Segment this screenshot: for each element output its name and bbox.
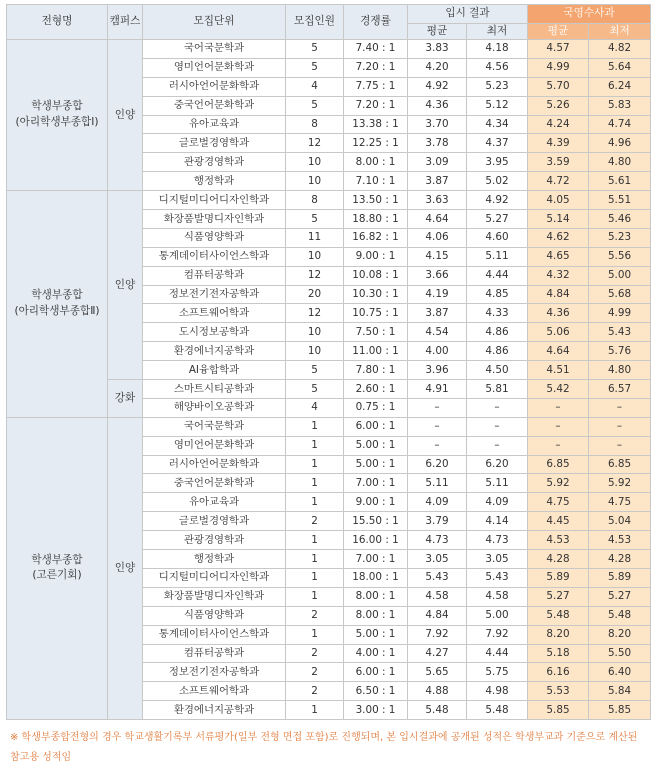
result-avg-cell: 3.78: [408, 134, 467, 153]
table-row: [7, 191, 651, 210]
quota-cell: 12: [286, 266, 344, 285]
major-cell: 영미언어문화학과: [143, 58, 286, 77]
ratio-cell: 10.30 : 1: [344, 285, 408, 304]
quota-cell: 10: [286, 342, 344, 361]
quota-cell: 10: [286, 247, 344, 266]
result-min-cell: 4.34: [467, 115, 528, 134]
major-cell: 유아교육과: [143, 493, 286, 512]
ek-avg-cell: –: [528, 417, 589, 436]
major-cell: 화장품발명디자인학과: [143, 587, 286, 606]
ek-min-cell: 8.20: [589, 625, 651, 644]
major-cell: 화장품발명디자인학과: [143, 210, 286, 229]
ratio-cell: 16.82 : 1: [344, 228, 408, 247]
quota-cell: 1: [286, 493, 344, 512]
ek-min-cell: 4.82: [589, 40, 651, 59]
major-cell: 관광경영학과: [143, 531, 286, 550]
major-cell: 디지털미디어디자인학과: [143, 191, 286, 210]
ek-avg-cell: 5.26: [528, 96, 589, 115]
result-avg-cell: 3.83: [408, 40, 467, 59]
result-avg-cell: 4.09: [408, 493, 467, 512]
quota-cell: 20: [286, 285, 344, 304]
result-avg-cell: 5.65: [408, 663, 467, 682]
major-cell: 유아교육과: [143, 115, 286, 134]
quota-cell: 5: [286, 361, 344, 380]
quota-cell: 2: [286, 682, 344, 701]
ratio-cell: 18.80 : 1: [344, 210, 408, 229]
ek-avg-cell: 3.59: [528, 153, 589, 172]
major-cell: AI융합학과: [143, 361, 286, 380]
major-cell: 정보전기전자공학과: [143, 663, 286, 682]
ek-avg-cell: 4.28: [528, 550, 589, 569]
col-result-min: 최저: [467, 24, 528, 40]
ek-min-cell: 5.43: [589, 323, 651, 342]
ek-min-cell: 5.23: [589, 228, 651, 247]
ek-min-cell: 5.84: [589, 682, 651, 701]
ek-avg-cell: 5.06: [528, 323, 589, 342]
result-min-cell: 5.23: [467, 77, 528, 96]
ek-avg-cell: 4.84: [528, 285, 589, 304]
quota-cell: 4: [286, 77, 344, 96]
result-avg-cell: 4.00: [408, 342, 467, 361]
quota-cell: 5: [286, 96, 344, 115]
major-cell: 행정학과: [143, 550, 286, 569]
ek-min-cell: 4.99: [589, 304, 651, 323]
ek-min-cell: 4.96: [589, 134, 651, 153]
footnote: ※ 학생부종합전형의 경우 학교생활기록부 서류평가(일부 전형 면접 포함)로 진행되며, 본 입시결과에 공개된 성적은 학생부교과 기준으로 계산된 참고용 성적임: [10, 732, 638, 763]
ek-avg-cell: 5.53: [528, 682, 589, 701]
table-row: [7, 417, 651, 436]
col-major: 모집단위: [143, 5, 286, 40]
ek-min-cell: 5.85: [589, 701, 651, 720]
result-min-cell: 7.92: [467, 625, 528, 644]
ratio-cell: 7.00 : 1: [344, 550, 408, 569]
quota-cell: 12: [286, 304, 344, 323]
quota-cell: 1: [286, 568, 344, 587]
result-avg-cell: 3.87: [408, 304, 467, 323]
major-cell: 중국언어문화학과: [143, 474, 286, 493]
quota-cell: 1: [286, 436, 344, 455]
ek-min-cell: 5.76: [589, 342, 651, 361]
table-body: [7, 40, 651, 720]
ek-avg-cell: 4.36: [528, 304, 589, 323]
quota-cell: 4: [286, 398, 344, 417]
result-avg-cell: 4.54: [408, 323, 467, 342]
result-avg-cell: 4.19: [408, 285, 467, 304]
ek-min-cell: 5.83: [589, 96, 651, 115]
ek-avg-cell: –: [528, 398, 589, 417]
result-min-cell: 4.98: [467, 682, 528, 701]
major-cell: 디지털미디어디자인학과: [143, 568, 286, 587]
ratio-cell: 13.38 : 1: [344, 115, 408, 134]
result-avg-cell: 4.91: [408, 380, 467, 399]
result-avg-cell: 7.92: [408, 625, 467, 644]
ratio-cell: 16.00 : 1: [344, 531, 408, 550]
ek-avg-cell: –: [528, 436, 589, 455]
major-cell: 관광경영학과: [143, 153, 286, 172]
ratio-cell: 5.00 : 1: [344, 436, 408, 455]
quota-cell: 1: [286, 625, 344, 644]
ek-avg-cell: 5.42: [528, 380, 589, 399]
result-avg-cell: 3.63: [408, 191, 467, 210]
quota-cell: 1: [286, 701, 344, 720]
result-avg-cell: 4.88: [408, 682, 467, 701]
major-cell: 글로벌경영학과: [143, 512, 286, 531]
ratio-cell: 10.08 : 1: [344, 266, 408, 285]
quota-cell: 1: [286, 417, 344, 436]
ratio-cell: 18.00 : 1: [344, 568, 408, 587]
result-avg-cell: 4.20: [408, 58, 467, 77]
result-min-cell: 5.00: [467, 606, 528, 625]
ek-avg-cell: 4.65: [528, 247, 589, 266]
major-cell: 해양바이오공학과: [143, 398, 286, 417]
ek-min-cell: –: [589, 436, 651, 455]
result-min-cell: 5.81: [467, 380, 528, 399]
major-cell: 통계데이터사이언스학과: [143, 625, 286, 644]
result-min-cell: 5.27: [467, 210, 528, 229]
admission-type-cell: 학생부종합 (고른기회): [7, 417, 108, 719]
result-min-cell: 4.56: [467, 58, 528, 77]
ek-min-cell: –: [589, 417, 651, 436]
ek-avg-cell: 4.32: [528, 266, 589, 285]
ratio-cell: 12.25 : 1: [344, 134, 408, 153]
major-cell: 영미언어문화학과: [143, 436, 286, 455]
result-avg-cell: 4.64: [408, 210, 467, 229]
ek-avg-cell: 4.51: [528, 361, 589, 380]
result-min-cell: 4.60: [467, 228, 528, 247]
ratio-cell: 6.00 : 1: [344, 417, 408, 436]
ek-min-cell: 4.80: [589, 153, 651, 172]
ek-avg-cell: 4.53: [528, 531, 589, 550]
ek-min-cell: 6.24: [589, 77, 651, 96]
result-min-cell: 5.43: [467, 568, 528, 587]
ratio-cell: 10.75 : 1: [344, 304, 408, 323]
table-header: [7, 5, 651, 40]
result-min-cell: 4.86: [467, 342, 528, 361]
major-cell: 식품영양학과: [143, 606, 286, 625]
ek-avg-cell: 4.57: [528, 40, 589, 59]
result-avg-cell: 3.05: [408, 550, 467, 569]
ek-avg-cell: 4.05: [528, 191, 589, 210]
ratio-cell: 8.00 : 1: [344, 153, 408, 172]
result-avg-cell: 4.73: [408, 531, 467, 550]
ek-min-cell: 5.48: [589, 606, 651, 625]
result-min-cell: –: [467, 436, 528, 455]
quota-cell: 5: [286, 40, 344, 59]
result-avg-cell: 3.70: [408, 115, 467, 134]
col-result-group: 입시 결과: [408, 5, 528, 24]
result-min-cell: 5.11: [467, 247, 528, 266]
quota-cell: 12: [286, 134, 344, 153]
ek-min-cell: 5.89: [589, 568, 651, 587]
result-avg-cell: 4.84: [408, 606, 467, 625]
ratio-cell: 7.80 : 1: [344, 361, 408, 380]
quota-cell: 1: [286, 587, 344, 606]
result-min-cell: –: [467, 417, 528, 436]
ek-min-cell: 5.68: [589, 285, 651, 304]
quota-cell: 5: [286, 58, 344, 77]
col-ek-group: 국영수사과: [528, 5, 651, 24]
result-avg-cell: 4.27: [408, 644, 467, 663]
result-min-cell: 5.02: [467, 172, 528, 191]
ratio-cell: 8.00 : 1: [344, 587, 408, 606]
table-row: [7, 40, 651, 59]
result-min-cell: 4.33: [467, 304, 528, 323]
ratio-cell: 15.50 : 1: [344, 512, 408, 531]
ratio-cell: 8.00 : 1: [344, 606, 408, 625]
ek-min-cell: 5.92: [589, 474, 651, 493]
col-result-avg: 평균: [408, 24, 467, 40]
ratio-cell: 7.40 : 1: [344, 40, 408, 59]
ek-avg-cell: 5.27: [528, 587, 589, 606]
major-cell: 식품영양학과: [143, 228, 286, 247]
ek-min-cell: 4.74: [589, 115, 651, 134]
ratio-cell: 7.50 : 1: [344, 323, 408, 342]
ratio-cell: 0.75 : 1: [344, 398, 408, 417]
ek-avg-cell: 4.72: [528, 172, 589, 191]
major-cell: 환경에너지공학과: [143, 342, 286, 361]
result-min-cell: 3.05: [467, 550, 528, 569]
ek-min-cell: 5.61: [589, 172, 651, 191]
ek-avg-cell: 4.64: [528, 342, 589, 361]
ek-min-cell: 5.64: [589, 58, 651, 77]
ek-avg-cell: 8.20: [528, 625, 589, 644]
ek-avg-cell: 5.92: [528, 474, 589, 493]
quota-cell: 8: [286, 191, 344, 210]
ratio-cell: 5.00 : 1: [344, 455, 408, 474]
ek-avg-cell: 4.24: [528, 115, 589, 134]
result-min-cell: 4.09: [467, 493, 528, 512]
campus-cell: 인양: [108, 417, 143, 719]
ek-min-cell: 5.46: [589, 210, 651, 229]
ratio-cell: 7.00 : 1: [344, 474, 408, 493]
result-min-cell: 4.44: [467, 266, 528, 285]
result-min-cell: 4.58: [467, 587, 528, 606]
ek-min-cell: 6.57: [589, 380, 651, 399]
ek-avg-cell: 5.89: [528, 568, 589, 587]
campus-cell: 강화: [108, 380, 143, 418]
ek-avg-cell: 5.18: [528, 644, 589, 663]
major-cell: 소프트웨어학과: [143, 304, 286, 323]
ratio-cell: 3.00 : 1: [344, 701, 408, 720]
ek-min-cell: 6.85: [589, 455, 651, 474]
ratio-cell: 9.00 : 1: [344, 493, 408, 512]
col-ek-min: 최저: [589, 24, 651, 40]
result-avg-cell: 5.43: [408, 568, 467, 587]
result-avg-cell: 6.20: [408, 455, 467, 474]
ek-min-cell: 5.27: [589, 587, 651, 606]
result-min-cell: 5.75: [467, 663, 528, 682]
quota-cell: 5: [286, 210, 344, 229]
ratio-cell: 6.50 : 1: [344, 682, 408, 701]
col-type: 전형명: [7, 5, 108, 40]
col-quota: 모집인원: [286, 5, 344, 40]
ek-avg-cell: 6.16: [528, 663, 589, 682]
result-avg-cell: –: [408, 417, 467, 436]
result-min-cell: 4.92: [467, 191, 528, 210]
major-cell: 국어국문학과: [143, 417, 286, 436]
result-avg-cell: 5.11: [408, 474, 467, 493]
ek-avg-cell: 4.75: [528, 493, 589, 512]
ratio-cell: 9.00 : 1: [344, 247, 408, 266]
ek-avg-cell: 4.45: [528, 512, 589, 531]
result-min-cell: 4.37: [467, 134, 528, 153]
result-min-cell: 4.86: [467, 323, 528, 342]
ratio-cell: 5.00 : 1: [344, 625, 408, 644]
major-cell: 정보전기전자공학과: [143, 285, 286, 304]
col-ek-avg: 평균: [528, 24, 589, 40]
major-cell: 소프트웨어학과: [143, 682, 286, 701]
ek-avg-cell: 4.62: [528, 228, 589, 247]
result-min-cell: 5.48: [467, 701, 528, 720]
quota-cell: 10: [286, 323, 344, 342]
result-avg-cell: 3.96: [408, 361, 467, 380]
col-ratio: 경쟁률: [344, 5, 408, 40]
quota-cell: 2: [286, 644, 344, 663]
quota-cell: 2: [286, 663, 344, 682]
result-avg-cell: –: [408, 436, 467, 455]
result-avg-cell: 3.66: [408, 266, 467, 285]
admission-type-cell: 학생부종합 (아리학생부종합Ⅰ): [7, 40, 108, 191]
ratio-cell: 13.50 : 1: [344, 191, 408, 210]
ek-min-cell: 6.40: [589, 663, 651, 682]
quota-cell: 2: [286, 606, 344, 625]
result-avg-cell: 3.09: [408, 153, 467, 172]
quota-cell: 1: [286, 474, 344, 493]
col-campus: 캠퍼스: [108, 5, 143, 40]
major-cell: 컴퓨터공학과: [143, 644, 286, 663]
result-min-cell: –: [467, 398, 528, 417]
result-avg-cell: 4.15: [408, 247, 467, 266]
ek-min-cell: 5.50: [589, 644, 651, 663]
ek-min-cell: 4.80: [589, 361, 651, 380]
quota-cell: 2: [286, 512, 344, 531]
result-avg-cell: 3.87: [408, 172, 467, 191]
result-avg-cell: –: [408, 398, 467, 417]
ek-min-cell: 4.75: [589, 493, 651, 512]
ek-min-cell: 5.04: [589, 512, 651, 531]
result-min-cell: 4.18: [467, 40, 528, 59]
result-min-cell: 5.11: [467, 474, 528, 493]
quota-cell: 10: [286, 153, 344, 172]
result-min-cell: 4.14: [467, 512, 528, 531]
ratio-cell: 7.10 : 1: [344, 172, 408, 191]
result-min-cell: 4.73: [467, 531, 528, 550]
major-cell: 컴퓨터공학과: [143, 266, 286, 285]
campus-cell: 인양: [108, 191, 143, 380]
result-avg-cell: 3.79: [408, 512, 467, 531]
ek-avg-cell: 4.39: [528, 134, 589, 153]
result-min-cell: 4.85: [467, 285, 528, 304]
ek-avg-cell: 5.48: [528, 606, 589, 625]
major-cell: 통계데이터사이언스학과: [143, 247, 286, 266]
quota-cell: 1: [286, 455, 344, 474]
result-min-cell: 3.95: [467, 153, 528, 172]
major-cell: 글로벌경영학과: [143, 134, 286, 153]
ek-min-cell: 4.53: [589, 531, 651, 550]
result-avg-cell: 4.92: [408, 77, 467, 96]
ek-avg-cell: 5.70: [528, 77, 589, 96]
result-avg-cell: 4.36: [408, 96, 467, 115]
ratio-cell: 7.20 : 1: [344, 58, 408, 77]
major-cell: 행정학과: [143, 172, 286, 191]
ek-avg-cell: 4.99: [528, 58, 589, 77]
quota-cell: 5: [286, 380, 344, 399]
quota-cell: 10: [286, 172, 344, 191]
ek-avg-cell: 6.85: [528, 455, 589, 474]
ratio-cell: 4.00 : 1: [344, 644, 408, 663]
quota-cell: 11: [286, 228, 344, 247]
result-avg-cell: 4.06: [408, 228, 467, 247]
ratio-cell: 2.60 : 1: [344, 380, 408, 399]
result-min-cell: 5.12: [467, 96, 528, 115]
major-cell: 도시정보공학과: [143, 323, 286, 342]
admission-type-cell: 학생부종합 (아리학생부종합Ⅱ): [7, 191, 108, 418]
ek-min-cell: 4.28: [589, 550, 651, 569]
ratio-cell: 11.00 : 1: [344, 342, 408, 361]
major-cell: 러시아언어문화학과: [143, 455, 286, 474]
result-min-cell: 4.44: [467, 644, 528, 663]
major-cell: 스마트시티공학과: [143, 380, 286, 399]
result-min-cell: 4.50: [467, 361, 528, 380]
result-avg-cell: 5.48: [408, 701, 467, 720]
result-min-cell: 6.20: [467, 455, 528, 474]
ek-min-cell: 5.51: [589, 191, 651, 210]
quota-cell: 1: [286, 550, 344, 569]
ek-min-cell: –: [589, 398, 651, 417]
major-cell: 환경에너지공학과: [143, 701, 286, 720]
major-cell: 러시아언어문화학과: [143, 77, 286, 96]
campus-cell: 인양: [108, 40, 143, 191]
major-cell: 국어국문학과: [143, 40, 286, 59]
quota-cell: 8: [286, 115, 344, 134]
major-cell: 중국언어문화학과: [143, 96, 286, 115]
ratio-cell: 7.20 : 1: [344, 96, 408, 115]
ek-min-cell: 5.56: [589, 247, 651, 266]
quota-cell: 1: [286, 531, 344, 550]
admission-results-table: [6, 4, 651, 720]
ek-avg-cell: 5.14: [528, 210, 589, 229]
result-avg-cell: 4.58: [408, 587, 467, 606]
ratio-cell: 6.00 : 1: [344, 663, 408, 682]
ek-avg-cell: 5.85: [528, 701, 589, 720]
ek-min-cell: 5.00: [589, 266, 651, 285]
ratio-cell: 7.75 : 1: [344, 77, 408, 96]
